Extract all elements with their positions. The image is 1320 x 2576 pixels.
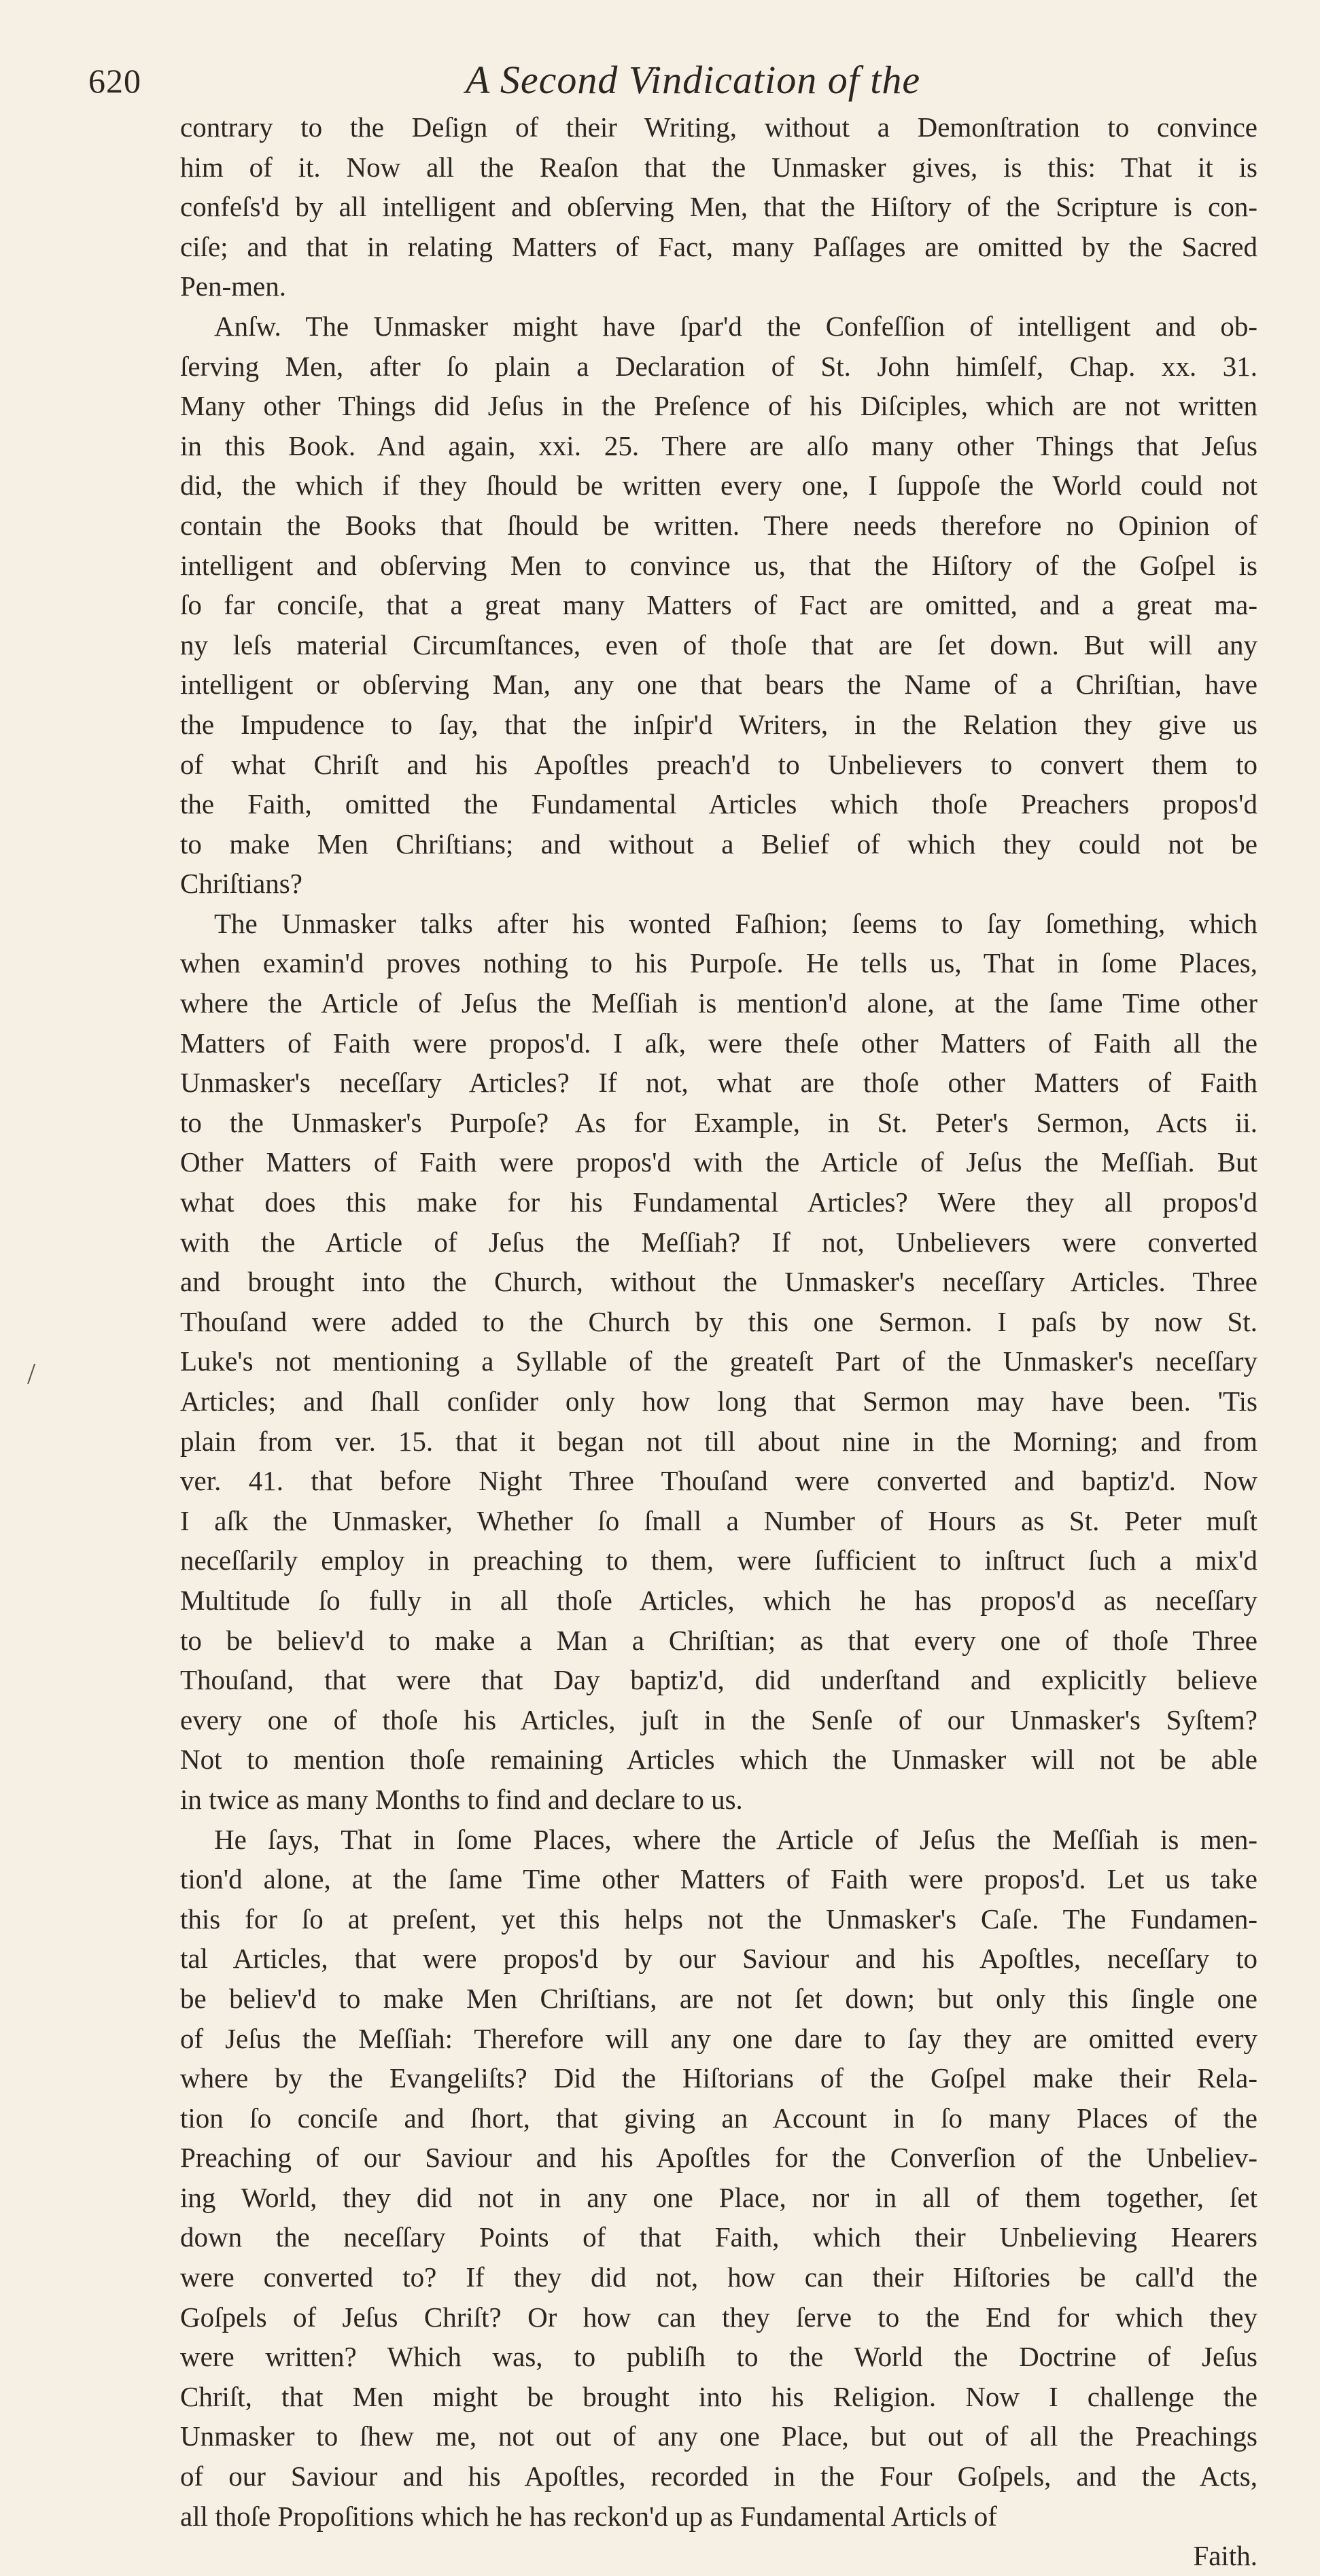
text-line: in twice as many Months to find and declare to us. xyxy=(180,1783,743,1815)
text-line: were written? Which was, to publiſh to the World the Doctrine of Jeſus xyxy=(180,2341,1257,2373)
text-line: plain from ver. 15. that it began not till about nine in the Morning; and from xyxy=(180,1425,1257,1457)
text-line: ver. 41. that before Night Three Thouſand were converted and baptiz'd. Now xyxy=(180,1465,1257,1497)
text-line: Articles; and ſhall conſider only how long that Sermon may have been. 'Tis xyxy=(180,1386,1257,1417)
text-line: confeſs'd by all intelligent and obſerving Men, that the Hiſtory of the Scripture is con- xyxy=(180,191,1257,223)
text-line: Chriſtians? xyxy=(180,868,302,900)
text-line: Other Matters of Faith were propos'd with the Article of Jeſus the Meſſiah. But xyxy=(180,1146,1257,1178)
text-line: to the Unmasker's Purpoſe? As for Example, in St. Peter's Sermon, Acts ii. xyxy=(180,1106,1257,1138)
text-line: Thouſand, that were that Day baptiz'd, did underſtand and explicitly believe xyxy=(180,1664,1257,1696)
text-line: the Impudence to ſay, that the inſpir'd Writers, in the Relation they give us xyxy=(180,708,1257,740)
text-line: Unmasker's neceſſary Articles? If not, what are thoſe other Matters of Faith xyxy=(180,1067,1257,1099)
text-line: where the Article of Jeſus the Meſſiah is mention'd alone, at the ſame Time other xyxy=(180,987,1257,1019)
text-line: of our Saviour and his Apoſtles, recorded in the Four Goſpels, and the Acts, xyxy=(180,2460,1257,2492)
text-line: contain the Books that ſhould be written. There needs therefore no Opinion of xyxy=(180,509,1257,541)
text-line: to be believ'd to make a Man a Chriſtian; as that every one of thoſe Three xyxy=(180,1624,1257,1656)
text-line: to make Men Chriſtians; and without a Belief of which they could not be xyxy=(180,828,1257,860)
text-line: with the Article of Jeſus the Meſſiah? If not, Unbelievers were converted xyxy=(180,1226,1257,1258)
text-line: in this Book. And again, xxi. 25. There are alſo many other Things that Jeſus xyxy=(180,429,1257,461)
text-line: Luke's not mentioning a Syllable of the greateſt Part of the Unmasker's neceſſary xyxy=(180,1345,1257,1377)
text-line: ny leſs material Circumſtances, even of thoſe that are ſet down. But will any xyxy=(180,629,1257,660)
margin-mark: / xyxy=(27,1357,36,1390)
text-line: when examin'd proves nothing to his Purpoſe. He tells us, That in ſome Places, xyxy=(180,947,1257,979)
paragraph xyxy=(180,1820,1257,2537)
text-line: Matters of Faith were propos'd. I aſk, were theſe other Matters of Faith all the xyxy=(180,1027,1257,1059)
text-line: did, the which if they ſhould be written every one, I ſuppoſe the World could not xyxy=(180,470,1257,501)
text-line: intelligent and obſerving Men to convince us, that the Hiſtory of the Goſpel is xyxy=(180,549,1257,581)
text-line: Not to mention thoſe remaining Articles which the Unmasker will not be able xyxy=(180,1744,1257,1776)
text-line: Anſw. The Unmasker might have ſpar'd the Confeſſion of intelligent and ob- xyxy=(214,310,1257,342)
text-line: ciſe; and that in relating Matters of Fact, many Paſſages are omitted by the Sacred xyxy=(180,230,1257,262)
text-line: I aſk the Unmasker, Whether ſo ſmall a Number of Hours as St. Peter muſt xyxy=(180,1504,1257,1536)
paragraph xyxy=(180,107,1257,306)
text-line: of what Chriſt and his Apoſtles preach'd to Unbelievers to convert them to xyxy=(180,748,1257,780)
text-line: Goſpels of Jeſus Chriſt? Or how can they ſerve to the End for which they xyxy=(180,2301,1257,2333)
text-line: every one of thoſe his Articles, juſt in the Senſe of our Unmasker's Syſtem? xyxy=(180,1704,1257,1735)
page-header xyxy=(88,49,1278,103)
text-line: where by the Evangeliſts? Did the Hiſtorians of the Goſpel make their Rela- xyxy=(180,2062,1257,2094)
text-line: Preaching of our Saviour and his Apoſtles for the Converſion of the Unbeliev- xyxy=(180,2142,1257,2174)
text-line: ing World, they did not in any one Place, nor in all of them together, ſet xyxy=(180,2181,1257,2213)
text-line: Multitude ſo fully in all thoſe Articles, which he has propos'd as neceſſary xyxy=(180,1584,1257,1616)
text-line: this for ſo at preſent, yet this helps not the Unmasker's Caſe. The Fundamen- xyxy=(180,1903,1257,1935)
text-line: what does this make for his Fundamental Articles? Were they all propos'd xyxy=(180,1186,1257,1218)
text-line: were converted to? If they did not, how can their Hiſtories be call'd the xyxy=(180,2261,1257,2293)
text-line: tion ſo conciſe and ſhort, that giving an Account in ſo many Places of the xyxy=(180,2102,1257,2134)
text-line: the Faith, omitted the Fundamental Articles which thoſe Preachers propos'd xyxy=(180,788,1257,820)
text-line: tal Articles, that were propos'd by our Saviour and his Apoſtles, neceſſary to xyxy=(180,1943,1257,1975)
paragraph xyxy=(180,904,1257,1820)
text-line: Unmasker to ſhew me, not out of any one Place, but out of all the Preachings xyxy=(180,2420,1257,2452)
text-line: contrary to the Deſign of their Writing, without a Demonſtration to convince xyxy=(180,111,1257,143)
text-line: all thoſe Propoſitions which he has reckon'd up as Fundamental Articls of xyxy=(180,2500,997,2532)
text-line: of Jeſus the Meſſiah: Therefore will any one dare to ſay they are omitted every xyxy=(180,2022,1257,2054)
text-line: ſerving Men, after ſo plain a Declaration of St. John himſelf, Chap. xx. 31. xyxy=(180,350,1257,382)
text-line: Pen-men. xyxy=(180,270,286,302)
text-line: be believ'd to make Men Chriſtians, are not ſet down; but only this ſingle one xyxy=(180,1982,1257,2014)
text-line: He ſays, That in ſome Places, where the Article of Jeſus the Meſſiah is men- xyxy=(214,1823,1257,1855)
text-line: down the neceſſary Points of that Faith, which their Unbelieving Hearers xyxy=(180,2221,1257,2253)
text-line: ſo far conciſe, that a great many Matters of Fact are omitted, and a great ma- xyxy=(180,589,1257,621)
paragraph xyxy=(180,306,1257,904)
text-line: tion'd alone, at the ſame Time other Matters of Faith were propos'd. Let us take xyxy=(180,1863,1257,1895)
running-head: A Second Vindication of the xyxy=(466,58,921,102)
text-line: Thouſand were added to the Church by this one Sermon. I paſs by now St. xyxy=(180,1305,1257,1337)
page-number: 620 xyxy=(88,62,141,100)
catchword: Faith. xyxy=(1193,2540,1257,2572)
text-line: intelligent or obſerving Man, any one that bears the Name of a Chriſtian, have xyxy=(180,669,1257,701)
body-text xyxy=(180,107,1257,2576)
text-line: Chriſt, that Men might be brought into his Religion. Now I challenge the xyxy=(180,2380,1257,2412)
text-line: Many other Things did Jeſus in the Preſence of his Diſciples, which are not written xyxy=(180,390,1257,422)
text-line: neceſſarily employ in preaching to them, were ſufficient to inſtruct ſuch a mix'd xyxy=(180,1545,1257,1576)
text-line: and brought into the Church, without the Unmasker's neceſſary Articles. Three xyxy=(180,1266,1257,1298)
text-line: him of it. Now all the Reaſon that the Unmasker gives, is this: That it is xyxy=(180,151,1257,183)
text-line: The Unmasker talks after his wonted Faſhion; ſeems to ſay ſomething, which xyxy=(214,907,1257,939)
